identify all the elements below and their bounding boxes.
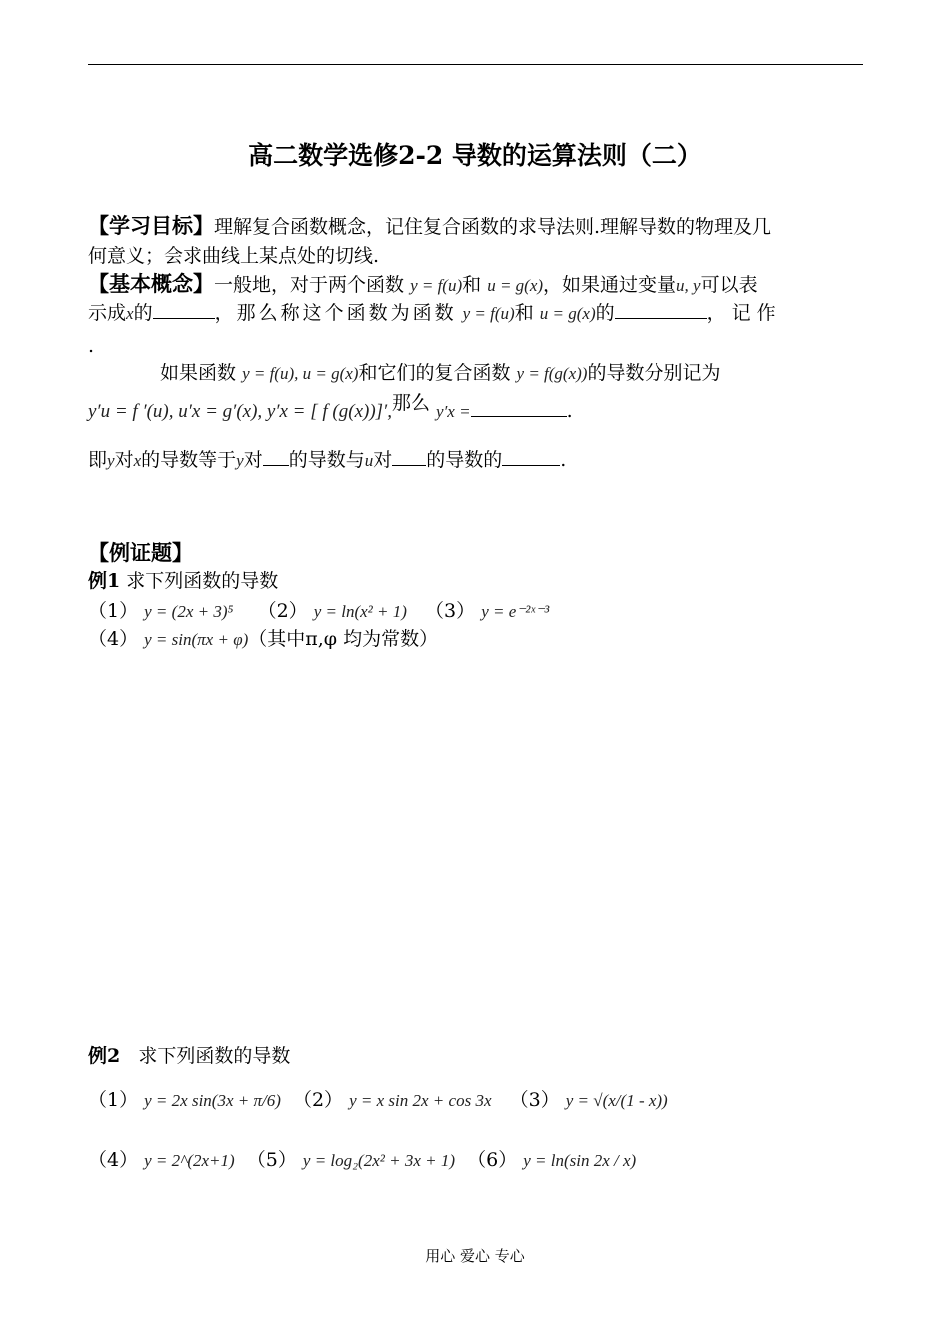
item-number: （5） <box>246 1149 297 1171</box>
ex1-note: （其中π,φ 均为常数） <box>248 628 439 650</box>
var-x: x <box>126 304 134 323</box>
concept-line-5 <box>88 446 566 475</box>
goal-text-1: 理解复合函数概念，记住复合函数的求导法则.理解导数的物理及几 <box>214 216 772 238</box>
ex1-expr-4: y = sin(πx + φ) <box>144 630 249 649</box>
expr-pair: y = f(u), u = g(x) <box>242 364 359 383</box>
concept-text: 的导数分别记为 <box>587 362 721 384</box>
expr-u-gx: u = g(x) <box>539 304 596 323</box>
ex2-expr-1: y = 2x sin(3x + π/6) <box>144 1091 281 1110</box>
var-y: y <box>107 451 115 470</box>
concept-label: 【基本概念】 <box>88 271 214 296</box>
concept-text: . <box>560 449 567 471</box>
ex1-row-1 <box>88 597 549 626</box>
concept-text: 的 <box>595 302 615 324</box>
goal-line-2: 何意义；会求曲线上某点处的切线. <box>88 245 380 267</box>
concept-text: 的导数与 <box>288 449 365 471</box>
item-number: （1） <box>88 1089 139 1111</box>
expr-y-fu: y = f(u) <box>462 304 515 323</box>
concept-and: 和 <box>462 274 482 296</box>
expr-composite: y = f(g(x)) <box>516 364 588 383</box>
item-number: （3） <box>425 600 476 622</box>
ex1-expr-2: y = ln(x² + 1) <box>313 602 407 621</box>
ex2-heading <box>88 1042 290 1070</box>
ex1-prompt: 求下列函数的导数 <box>126 570 279 592</box>
concept-text: ，那么称这个函数为函数 <box>214 302 457 324</box>
concept-line-2 <box>88 299 863 328</box>
ex1-expr-1: y = (2x + 3)⁵ <box>144 602 234 621</box>
ex2-expr-2: y = x sin 2x + cos 3x <box>349 1091 492 1110</box>
ex2-row-1 <box>88 1086 668 1115</box>
fill-blank <box>392 447 426 466</box>
fill-blank <box>615 300 707 319</box>
concept-text: 示成 <box>88 302 127 324</box>
ex1-heading <box>88 567 278 595</box>
item-number: （1） <box>88 600 139 622</box>
fill-blank <box>502 447 560 466</box>
ex2-expr-3: y = √(x/(1 - x)) <box>565 1091 668 1110</box>
concept-text: 对 <box>114 449 134 471</box>
concept-text: 的 <box>133 302 153 324</box>
fill-blank <box>153 300 215 319</box>
concept-text: . <box>566 400 573 422</box>
concept-text: 如果函数 <box>160 362 237 384</box>
concept-text: ，记作 <box>706 302 782 324</box>
concept-line-1 <box>88 270 758 300</box>
ex2-expr-6: y = ln(sin 2x / x) <box>523 1151 637 1170</box>
ex2-label: 例2 <box>88 1045 121 1067</box>
concept-text: 对 <box>373 449 393 471</box>
ex2-expr-4: y = 2^(2x+1) <box>144 1151 235 1170</box>
expr-yx-prime: y′x = <box>436 402 471 421</box>
expr-u-gx: u = g(x) <box>487 276 544 295</box>
ex1-row-2 <box>88 625 438 654</box>
var-u: u <box>364 451 374 470</box>
concept-text: 和它们的复合函数 <box>358 362 511 384</box>
item-number: （4） <box>88 1149 139 1171</box>
fill-blank <box>263 447 289 466</box>
concept-text: ，如果通过变量 <box>543 274 677 296</box>
expr-y-fu: y = f(u) <box>410 276 463 295</box>
item-number: （2） <box>257 600 308 622</box>
concept-line-3 <box>160 359 720 388</box>
item-number: （2） <box>292 1089 344 1111</box>
concept-text: 的导数等于 <box>141 449 237 471</box>
ex2-row-2 <box>88 1146 636 1175</box>
concept-text: 可以表 <box>700 274 758 296</box>
item-number: （6） <box>467 1149 518 1171</box>
concept-text: 对 <box>243 449 263 471</box>
var-y: y <box>236 451 244 470</box>
concept-text: 那么 <box>391 392 430 414</box>
concept-text: 的导数的 <box>426 449 503 471</box>
ex2-expr-5: y = log₂(2x² + 3x + 1) <box>302 1151 456 1170</box>
item-number: （4） <box>88 628 139 650</box>
examples-header: 【例证题】 <box>88 540 193 565</box>
concept-line-4 <box>88 392 573 426</box>
ex1-label: 例1 <box>88 570 121 592</box>
ex2-prompt: 求下列函数的导数 <box>138 1045 291 1067</box>
fill-blank <box>471 398 567 417</box>
expr-derivatives: y′u = f ′(u), u′x = g′(x), y′x = [ f (g(x))]′, <box>88 401 392 422</box>
var-x: x <box>133 451 142 470</box>
concept-vars: u, y <box>676 276 701 295</box>
goal-label: 【学习目标】 <box>88 213 214 238</box>
concept-and: 和 <box>514 302 534 324</box>
concept-text: 即 <box>88 449 108 471</box>
header-rule <box>88 64 863 65</box>
concept-text: 一般地，对于两个函数 <box>214 274 405 296</box>
goal-line-1 <box>88 212 771 241</box>
page-footer: 用心 爱心 专心 <box>425 1247 525 1265</box>
concept-dot: . <box>88 335 95 357</box>
page-title: 高二数学选修2-2 导数的运算法则（二） <box>248 141 702 170</box>
item-number: （3） <box>509 1089 560 1111</box>
ex1-expr-3: y = e⁻²ˣ⁻³ <box>481 602 550 621</box>
